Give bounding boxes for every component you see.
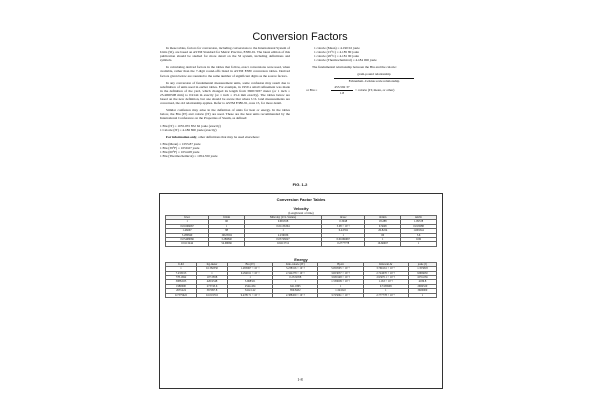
velocity-subtitle: (Length/unit of time) bbox=[288, 211, 314, 215]
table-cell: 3.280840 bbox=[166, 233, 209, 237]
table-cell: 1.163 × 10⁻³ bbox=[363, 280, 408, 284]
column-header: Kg-meter bbox=[197, 262, 228, 266]
column-header: ft/min bbox=[209, 216, 245, 220]
definition-line: 1 Calorie (IT) = 4.186 800 joule (exactly) bbox=[160, 127, 217, 132]
table-cell: 3088.025 bbox=[166, 280, 197, 284]
column-header: km/hr bbox=[401, 216, 437, 220]
table-cell: 3.766161 × 10⁻⁷ bbox=[363, 267, 408, 271]
table-cell: 1.559609 × 10⁻³ bbox=[318, 280, 363, 284]
table-row bbox=[166, 242, 437, 246]
equation-lhs: or Btu = bbox=[306, 88, 318, 93]
velocity-table bbox=[165, 215, 437, 247]
definition-line: 1 Btu (IT) = 1055.055 852 62 joule (exactly) bbox=[160, 123, 221, 128]
column-header: Mile/day (U.S. Statute) bbox=[244, 216, 321, 220]
table-cell: 2.342278 × 10⁻³ bbox=[273, 271, 318, 275]
info-text: , other definitions that may be used elsewhere: bbox=[196, 134, 260, 139]
btu-definition-line: 1 Btu (60°F) = 1054.68 joule bbox=[160, 149, 200, 154]
energy-table-section bbox=[165, 257, 437, 298]
table-cell: 1 bbox=[401, 242, 437, 246]
column-header: m/min bbox=[365, 216, 401, 220]
table-cell: 3.653037 × 10⁻⁶ bbox=[318, 271, 363, 275]
figure-label: FIG. 1-2 bbox=[292, 182, 308, 187]
exact-definitions bbox=[160, 124, 290, 132]
table-cell: 1 bbox=[244, 229, 321, 233]
table-cell: 426.9348 bbox=[197, 280, 228, 284]
table-cell: 107.5858 bbox=[197, 276, 228, 280]
table-cell: 641.1865 bbox=[273, 284, 318, 288]
table-cell: 1 bbox=[166, 220, 209, 224]
table-cell: 1.09728 bbox=[401, 220, 437, 224]
table-cell: 859.8452 bbox=[273, 289, 318, 293]
table-cell: 1 bbox=[166, 267, 197, 271]
table-cell: 88 bbox=[209, 229, 245, 233]
calorie-definition-line: 1 calorie (Thermochemical) = 4.184 000 joule bbox=[314, 58, 377, 63]
table-cell: 1 bbox=[273, 280, 318, 284]
table-cell: 196.8504 bbox=[209, 233, 245, 237]
calorie-definitions bbox=[306, 46, 438, 62]
table-cell: 9.806650 bbox=[408, 271, 436, 275]
table-cell: 0.1019716 bbox=[197, 293, 228, 297]
energy-title: Energy bbox=[294, 256, 308, 262]
table-cell: 1 bbox=[318, 284, 363, 288]
table-cell: 60 bbox=[209, 220, 245, 224]
table-cell: 0.3048 bbox=[365, 224, 401, 228]
table-cell: 2.236936 bbox=[244, 233, 321, 237]
table-cell: 0.05468066 bbox=[166, 238, 209, 242]
fraction-denominator: Fahrenheit–Celsius scale relationship bbox=[348, 78, 400, 83]
table-cell: 3.238316 × 10⁻⁴ bbox=[273, 267, 318, 271]
table-cell: 0.03728227 bbox=[244, 238, 321, 242]
table-cell: 1980000 bbox=[166, 284, 197, 288]
equation-denominator: 1.8 bbox=[339, 90, 345, 95]
intro-paragraph: In these tables, factors for conversion, including conversions to the International System of Units (SI), are based on ASTM Standard for Metric Practice, E380-91. The latest edition of this publication should be studied for more detail on the SI system, including definitions and symbols. bbox=[160, 46, 290, 63]
table-cell: 1 bbox=[408, 293, 436, 297]
table-cell: 5.08 × 10⁻³ bbox=[322, 224, 365, 228]
table-cell: 2684520 bbox=[408, 284, 436, 288]
table-cell: 3.968321 bbox=[228, 280, 273, 284]
table-cell: 4186.8 bbox=[408, 280, 436, 284]
btu-definition-line: 1 Btu (39°F) = 1059.67 joule bbox=[160, 145, 200, 150]
table-cell: 16.66667 bbox=[365, 242, 401, 246]
table-row bbox=[166, 293, 437, 297]
column-header: Kilowatt-hr bbox=[363, 262, 408, 266]
table-cell: 26.8224 bbox=[365, 229, 401, 233]
table-cell: 7.233013 bbox=[166, 271, 197, 275]
table-cell: 0.6213712 bbox=[244, 242, 321, 246]
table-cell: 1.609344 bbox=[401, 229, 437, 233]
table-cell: 2.777778 × 10⁻⁷ bbox=[363, 293, 408, 297]
calorie-definition-line: 1 calorie (15°C) = 4.185 80 joule bbox=[314, 50, 359, 55]
column-header: Btu (IT) bbox=[228, 262, 273, 266]
table-cell: 1 bbox=[209, 224, 245, 228]
velocity-table-section bbox=[165, 206, 437, 247]
calorie-definition-line: 1 calorie (Mean) = 4.190 02 joule bbox=[314, 46, 360, 50]
table-cell: 60 bbox=[365, 233, 401, 237]
derived-factors-paragraph: In calculating derived factors in the tables that follow, exact conversions were used, when available, rather than the 7-digit round-offs listed in ASTM E380 conversion tables. Derived factors given below are rounded to the same number of significant digits as the source factors. bbox=[160, 65, 290, 78]
calorie-definition-line: 1 calorie (20°C) = 4.181 90 joule bbox=[314, 54, 359, 59]
unit-redefinition-paragraph: In any conversion of fundamental measurement units, some confusion may result due to redefinition of units used in earlier tables. For example, in 1959 a small refinement was made in the definition of the yard, which changed its length from 3600/3937 meter (or 1 inch = 25.4000508 mm) to 0.9144 m exactly (or 1 inch = 25.4 mm exactly). The tables below are based on the new definition, but one should be aware that where U.S. land measurements are concerned, the old relationship applies. Refer to ASTM E380-91, note 15, for more detail. bbox=[160, 80, 290, 106]
table-cell: 3.280840 bbox=[209, 238, 245, 242]
info-label: For information only bbox=[166, 134, 197, 139]
heat-units-paragraph: Similar confusion may arise in the definition of units for heat or energy. In the tables below, the Btu (IT) and calorie (IT) are used. These are the heat units recommended by the International Conference on the Properties of Steam, as defined: bbox=[160, 108, 290, 121]
table-cell: 2544.434 bbox=[228, 284, 273, 288]
table-cell: 0.2519958 bbox=[273, 276, 318, 280]
table-cell: 18.288 bbox=[365, 220, 401, 224]
table-cell: 9.294911 × 10⁻³ bbox=[228, 271, 273, 275]
figure-box bbox=[159, 193, 443, 389]
table-cell: 273745.6 bbox=[197, 284, 228, 288]
table-cell: 1 bbox=[228, 276, 273, 280]
table-cell: 0.2777778 bbox=[322, 242, 365, 246]
table-cell: 0.681818 bbox=[244, 220, 321, 224]
table-cell: 2.388459 × 10⁻⁴ bbox=[273, 293, 318, 297]
table-cell: 0.1382550 bbox=[197, 267, 228, 271]
table-cell: 778.1692 bbox=[166, 276, 197, 280]
table-cell: 0.44704 bbox=[322, 229, 365, 233]
column-header: Hp-hr bbox=[318, 262, 363, 266]
table-cell: 3.6 bbox=[401, 233, 437, 237]
table-cell: 1 bbox=[365, 238, 401, 242]
velocity-title: Velocity bbox=[293, 206, 309, 211]
btu-definition-line: 1 Btu (Thermochemical) = 1054.350 joule bbox=[160, 154, 218, 159]
table-cell: 3.930148 × 10⁻⁴ bbox=[318, 276, 363, 280]
table-cell: 0.9113444 bbox=[166, 242, 209, 246]
column-header: Kilo-calorie (IT) bbox=[273, 262, 318, 266]
column-header: m/sec bbox=[322, 216, 365, 220]
information-only-note bbox=[160, 135, 290, 139]
column-header: joule (J) bbox=[408, 262, 436, 266]
table-cell: 5.050505 × 10⁻⁷ bbox=[318, 267, 363, 271]
table-cell: 2.724070 × 10⁻⁶ bbox=[363, 271, 408, 275]
table-cell: 1.285067 × 10⁻³ bbox=[228, 267, 273, 271]
table-cell: 3.725061 × 10⁻⁷ bbox=[318, 293, 363, 297]
table-cell: 1 bbox=[197, 271, 228, 275]
table-cell: 0.06 bbox=[401, 238, 437, 242]
table-cell: 0.7375622 bbox=[166, 293, 197, 297]
table-cell: 0.7456999 bbox=[363, 284, 408, 288]
table-cell: 2655224 bbox=[166, 289, 197, 293]
column-header: ft-lbf bbox=[166, 262, 197, 266]
table-cell: 3412.142 bbox=[228, 289, 273, 293]
table-cell: 0.018288 bbox=[401, 224, 437, 228]
table-cell: 54.68066 bbox=[209, 242, 245, 246]
table-cell: 1.355818 bbox=[408, 267, 436, 271]
table-cell: 0.01666667 bbox=[166, 224, 209, 228]
equation-rhs: × calorie (IT, mean, or other) bbox=[355, 88, 395, 93]
table-cell: 1.341022 bbox=[318, 289, 363, 293]
equation-numerator: 453.592 37 bbox=[331, 85, 353, 90]
page-title: Conversion Factors bbox=[252, 31, 348, 43]
relationship-fraction bbox=[306, 72, 438, 81]
btu-equation bbox=[306, 85, 438, 97]
left-column bbox=[160, 46, 290, 161]
table-cell: 0.01136364 bbox=[244, 224, 321, 228]
page-number: 1-8 bbox=[297, 377, 303, 382]
table-cell: 9.478171 × 10⁻⁴ bbox=[228, 293, 273, 297]
energy-table bbox=[165, 262, 437, 298]
table-cell: 3600000 bbox=[408, 289, 436, 293]
btu-definitions bbox=[160, 142, 290, 158]
table-cell: 367097.8 bbox=[197, 289, 228, 293]
table-cell: 1055.056 bbox=[408, 276, 436, 280]
table-cell: 1.46667 bbox=[166, 229, 209, 233]
table-cell: 0.3048 bbox=[322, 220, 365, 224]
relationship-intro: The fundamental relationship between the Btu and the calorie: bbox=[312, 65, 397, 70]
table-cell: 2.930711 × 10⁻⁴ bbox=[363, 276, 408, 280]
word-fraction bbox=[334, 72, 414, 82]
btu-definition-line: 1 Btu (Mean) = 1055.87 joule bbox=[160, 141, 201, 146]
table-cell: 1 bbox=[363, 289, 408, 293]
fraction-numerator: gram-pound relationship bbox=[334, 72, 414, 78]
equation-fraction bbox=[331, 85, 353, 94]
right-column bbox=[306, 46, 438, 101]
table-cell: 1 bbox=[322, 233, 365, 237]
figure-title: Conversion Factor Tables bbox=[276, 197, 326, 202]
table-cell: 0.01666667 bbox=[322, 238, 365, 242]
column-header: ft/sec bbox=[166, 216, 209, 220]
